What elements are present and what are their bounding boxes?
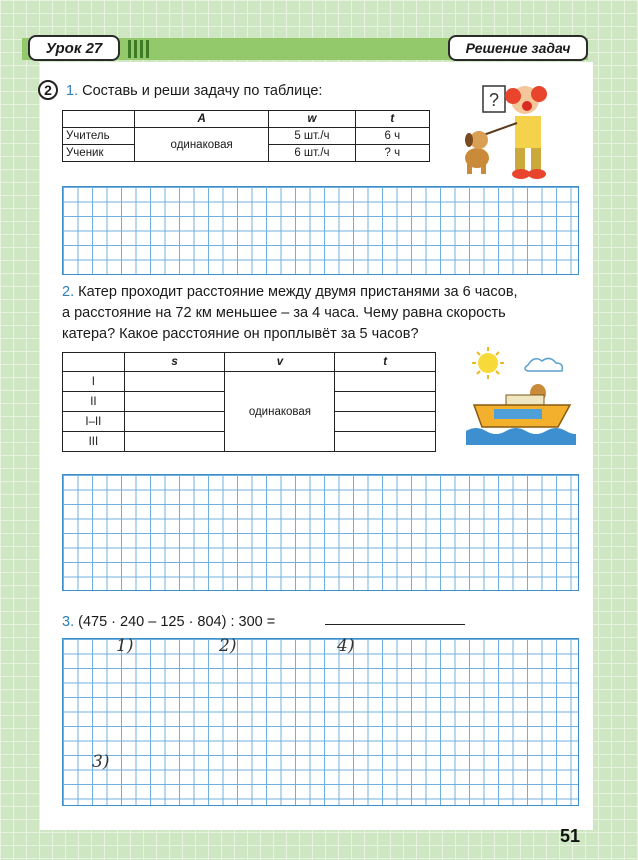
table1-cell-w: 5 шт./ч [269,128,355,145]
topic-label: Решение задач [448,35,588,61]
problem2-line: а расстояние на 72 км меньшее – за 4 часа. Чему равна скорость [62,305,506,321]
handwritten-step: 4) [337,636,355,656]
problem2-line: Катер проходит расстояние между двумя пристанями за 6 часов, [78,284,518,300]
problem2-number: 2. [62,284,75,300]
table1-cell-t: ? ч [355,145,429,162]
answer-blank-line[interactable] [325,624,465,625]
table2-row-label: III [63,432,125,452]
handwritten-step: 3) [92,752,110,772]
table1-row-label: Ученик [63,145,135,162]
problem3-expression: (475 · 240 – 125 · 804) : 300 = [78,614,276,630]
table2-header-v: v [225,353,335,372]
answer-grid-2[interactable] [62,474,579,591]
table2-header-t: t [335,353,436,372]
answer-grid-1[interactable] [62,186,579,275]
table1-header-empty [63,111,135,128]
lesson-label: Урок 27 [28,35,120,61]
answer-grid-3[interactable] [62,638,579,806]
table1-merged-a: одинаковая [135,128,269,162]
task-number-badge: 2 [38,80,58,100]
table2-row-label: II [63,392,125,412]
boat-illustration [466,345,576,445]
problem2-table [62,352,436,452]
problem2-statement [62,282,582,345]
question-sign: ? [488,90,500,110]
problem3-number: 3. [62,614,75,630]
problem1-text: Составь и реши задачу по таблице: [82,83,323,99]
table2-row-label: I [63,372,125,392]
table1-header-w: w [269,111,355,128]
problem1-table [62,110,430,162]
problem2-line: катера? Какое расстояние он проплывёт за 5 часов? [62,326,419,342]
table2-merged-v: одинаковая [225,372,335,452]
table1-cell-t: 6 ч [355,128,429,145]
table2-row-label: I–II [63,412,125,432]
handwritten-step: 2) [219,636,237,656]
page-number: 51 [559,826,580,846]
problem1-number: 1. [66,83,79,99]
table1-row-label: Учитель [63,128,135,145]
problem1-statement [66,81,322,102]
clown-dog-illustration [455,78,577,183]
header-stripes [128,40,149,58]
table1-header-a: A [135,111,269,128]
problem3-statement [62,612,275,633]
table2-header-s: s [124,353,225,372]
table1-cell-w: 6 шт./ч [269,145,355,162]
table2-header-empty [63,353,125,372]
handwritten-step: 1) [116,636,134,656]
table1-header-t: t [355,111,429,128]
